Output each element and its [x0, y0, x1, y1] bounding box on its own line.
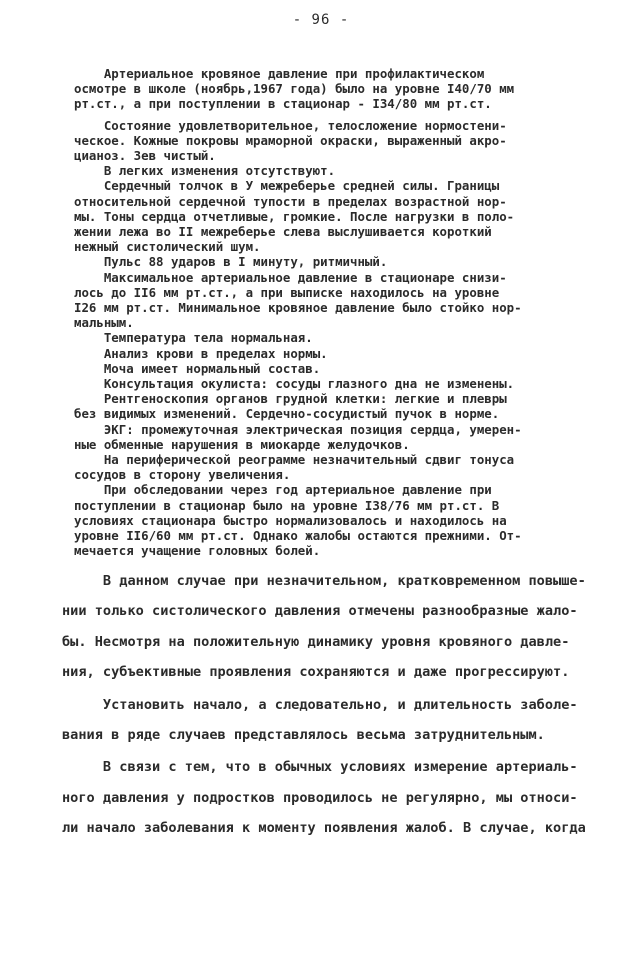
text-line: Моча имеет нормальный состав. — [74, 360, 321, 376]
text-line: без видимых изменений. Сердечно-сосудистый пучок в норме. — [74, 406, 500, 422]
text-line: Установить начало, а следовательно, и длительность заболе- — [62, 696, 578, 713]
text-line: При обследовании через год артериальное давление при — [74, 482, 492, 498]
text-line: нежный систолический шум. — [74, 239, 261, 255]
text-line: ного давления у подростков проводилось не регулярно, мы относи- — [62, 789, 578, 806]
text-line: жении лежа во II межреберье слева выслушивается короткий — [74, 224, 492, 240]
text-line: Сердечный толчок в У межреберье средней силы. Границы — [74, 178, 500, 194]
text-line: нии только систолического давления отмечены разнообразные жало- — [62, 603, 578, 620]
text-line: I26 мм рт.ст. Минимальное кровяное давление было стойко нор- — [74, 300, 522, 316]
text-line: В данном случае при незначительном, кратковременном повыше- — [62, 573, 586, 589]
text-line: осмотре в школе (ноябрь,1967 года) было на уровне I40/70 мм — [74, 81, 515, 97]
text-line: ли начало заболевания к моменту появления жалоб. В случае, когда — [62, 820, 586, 837]
discussion-block — [62, 566, 622, 844]
text-line: Консультация окулиста: сосуды глазного дна не изменены. — [74, 376, 515, 392]
text-line: В связи с тем, что в обычных условиях измерение артериаль- — [62, 759, 578, 776]
text-line: ческое. Кожные покровы мраморной окраски, выраженный акро- — [74, 132, 507, 148]
text-line: цианоз. Зев чистый. — [74, 148, 216, 164]
text-line: уровне II6/60 мм рт.ст. Однако жалобы остаются прежними. От- — [74, 528, 522, 544]
text-line: условиях стационара быстро нормализовалось и находилось на — [74, 512, 507, 528]
text-line: мы. Тоны сердца отчетливые, громкие. После нагрузки в поло- — [74, 208, 515, 224]
text-line: Анализ крови в пределах нормы. — [74, 345, 328, 361]
text-line: вания в ряде случаев представлялось весьма затруднительным. — [62, 727, 545, 744]
text-line: Пульс 88 ударов в I минуту, ритмичный. — [74, 254, 388, 270]
case-description-block — [74, 66, 594, 559]
text-line: мечается учащение головных болей. — [74, 543, 321, 559]
text-line: Температура тела нормальная. — [74, 330, 313, 346]
text-line: Состояние удовлетворительное, телосложение нормостени- — [74, 117, 507, 133]
text-line: ния, субъективные проявления сохраняются и даже прогрессируют. — [62, 664, 570, 681]
text-line: рт.ст., а при поступлении в стационар - I34/80 мм рт.ст. — [74, 96, 492, 112]
text-line: Максимальное артериальное давление в стационаре снизи- — [74, 269, 507, 285]
text-line: Рентгеноскопия органов грудной клетки: легкие и плевры — [74, 391, 507, 407]
text-line: ЭКГ: промежуточная электрическая позиция сердца, умерен- — [74, 421, 522, 437]
page-number: - 96 - — [292, 12, 350, 28]
text-line: ные обменные нарушения в миокарде желудочков. — [74, 436, 410, 452]
text-line: поступлении в стационар было на уровне I38/76 мм рт.ст. В — [74, 497, 500, 513]
text-line: На периферической реограмме незначительный сдвиг тонуса — [74, 452, 515, 468]
text-line: бы. Несмотря на положительную динамику уровня кровяного давле- — [62, 633, 570, 650]
text-line: сосудов в сторону увеличения. — [74, 467, 291, 483]
text-line: Артериальное кровяное давление при профилактическом — [74, 66, 485, 81]
text-line: мальным. — [74, 315, 134, 331]
text-line: В легких изменения отсутствуют. — [74, 163, 336, 179]
text-line: относительной сердечной тупости в пределах возрастной нор- — [74, 193, 507, 209]
text-line: лось до II6 мм рт.ст., а при выписке находилось на уровне — [74, 284, 500, 300]
